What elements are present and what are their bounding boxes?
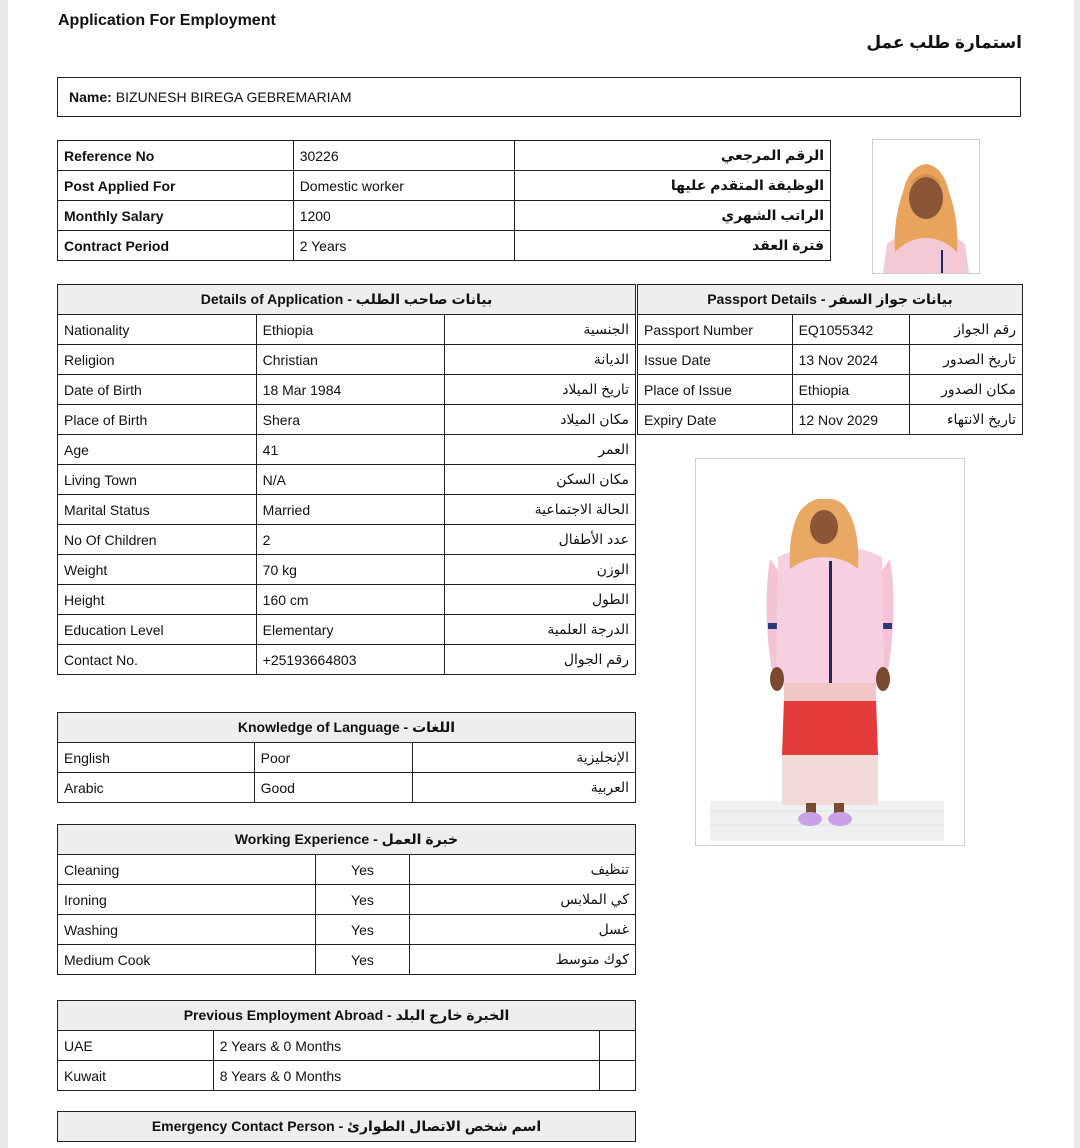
- detail-label-ar: عدد الأطفال: [445, 525, 636, 555]
- experience-section-title: Working Experience - خبرة العمل: [58, 825, 636, 855]
- table-header-row: [638, 285, 1023, 315]
- table-row: [58, 435, 636, 465]
- abroad-duration: 8 Years & 0 Months: [213, 1061, 599, 1091]
- table-row: [58, 465, 636, 495]
- detail-value: 2: [256, 525, 445, 555]
- abroad-duration: 2 Years & 0 Months: [213, 1031, 599, 1061]
- language-name-ar: العربية: [413, 773, 636, 803]
- summary-label-en: Contract Period: [58, 231, 294, 261]
- table-row: [58, 645, 636, 675]
- detail-label-ar: مكان السكن: [445, 465, 636, 495]
- detail-value: N/A: [256, 465, 445, 495]
- table-row: [58, 171, 831, 201]
- language-level: Good: [254, 773, 413, 803]
- passport-value: 12 Nov 2029: [792, 405, 910, 435]
- headshot-image: [873, 140, 979, 273]
- summary-label-ar: الوظيفة المتقدم عليها: [515, 171, 831, 201]
- detail-value: 160 cm: [256, 585, 445, 615]
- table-row: [58, 495, 636, 525]
- detail-label-ar: الوزن: [445, 555, 636, 585]
- detail-label-en: Weight: [58, 555, 257, 585]
- experience-skill-en: Washing: [58, 915, 316, 945]
- summary-label-en: Reference No: [58, 141, 294, 171]
- table-row: [58, 345, 636, 375]
- emergency-table: [57, 1111, 636, 1142]
- detail-label-en: Place of Birth: [58, 405, 257, 435]
- experience-skill-ar: كوك متوسط: [410, 945, 636, 975]
- applicant-name: BIZUNESH BIREGA GEBREMARIAM: [115, 89, 352, 105]
- abroad-country: Kuwait: [58, 1061, 214, 1091]
- summary-label-ar: فترة العقد: [515, 231, 831, 261]
- name-label: Name:: [69, 89, 112, 105]
- detail-label-en: Religion: [58, 345, 257, 375]
- applicant-name-box: [57, 77, 1021, 117]
- summary-label-en: Post Applied For: [58, 171, 294, 201]
- passport-label-en: Issue Date: [638, 345, 793, 375]
- table-row: [58, 141, 831, 171]
- form-title-english: Application For Employment: [58, 12, 276, 29]
- table-header-row: [58, 1112, 636, 1142]
- table-header-row: [58, 713, 636, 743]
- detail-value: +25193664803: [256, 645, 445, 675]
- experience-value: Yes: [315, 945, 410, 975]
- experience-skill-en: Medium Cook: [58, 945, 316, 975]
- table-row: [638, 405, 1023, 435]
- abroad-section-title: Previous Employment Abroad - الخبرة خارج البلد: [58, 1001, 636, 1031]
- table-row: [58, 945, 636, 975]
- passport-section-title: Passport Details - بيانات جواز السفر: [638, 285, 1023, 315]
- table-row: [58, 915, 636, 945]
- detail-label-ar: الحالة الاجتماعية: [445, 495, 636, 525]
- summary-label-en: Monthly Salary: [58, 201, 294, 231]
- table-row: [58, 1031, 636, 1061]
- detail-label-ar: رقم الجوال: [445, 645, 636, 675]
- passport-label-ar: مكان الصدور: [910, 375, 1023, 405]
- table-row: [58, 615, 636, 645]
- experience-skill-ar: غسل: [410, 915, 636, 945]
- detail-value: 41: [256, 435, 445, 465]
- abroad-country: UAE: [58, 1031, 214, 1061]
- detail-label-ar: الطول: [445, 585, 636, 615]
- detail-value: Married: [256, 495, 445, 525]
- details-table: [57, 284, 636, 675]
- passport-value: Ethiopia: [792, 375, 910, 405]
- passport-label-en: Passport Number: [638, 315, 793, 345]
- experience-value: Yes: [315, 855, 410, 885]
- abroad-empty-cell: [600, 1061, 636, 1091]
- detail-label-en: Marital Status: [58, 495, 257, 525]
- passport-label-ar: تاريخ الانتهاء: [910, 405, 1023, 435]
- table-row: [58, 375, 636, 405]
- detail-label-en: Age: [58, 435, 257, 465]
- detail-label-ar: الدرجة العلمية: [445, 615, 636, 645]
- table-header-row: [58, 285, 636, 315]
- table-row: [58, 855, 636, 885]
- summary-table: [57, 140, 831, 261]
- detail-label-ar: تاريخ الميلاد: [445, 375, 636, 405]
- full-body-image: [696, 459, 964, 845]
- detail-value: 18 Mar 1984: [256, 375, 445, 405]
- detail-label-en: Date of Birth: [58, 375, 257, 405]
- detail-value: 70 kg: [256, 555, 445, 585]
- language-name-en: English: [58, 743, 255, 773]
- detail-label-ar: العمر: [445, 435, 636, 465]
- table-row: [638, 315, 1023, 345]
- detail-value: Ethiopia: [256, 315, 445, 345]
- table-row: [638, 345, 1023, 375]
- table-row: [58, 525, 636, 555]
- experience-value: Yes: [315, 915, 410, 945]
- page-edge-left: [0, 0, 8, 1148]
- full-body-photo: [695, 458, 965, 846]
- passport-label-ar: رقم الجواز: [910, 315, 1023, 345]
- passport-label-ar: تاريخ الصدور: [910, 345, 1023, 375]
- table-row: [58, 585, 636, 615]
- experience-skill-ar: كي الملابس: [410, 885, 636, 915]
- language-name-en: Arabic: [58, 773, 255, 803]
- detail-label-en: Contact No.: [58, 645, 257, 675]
- abroad-empty-cell: [600, 1031, 636, 1061]
- summary-value: 30226: [293, 141, 515, 171]
- emergency-section-title: Emergency Contact Person - اسم شخص الاتصال الطوارئ: [58, 1112, 636, 1142]
- language-section-title: Knowledge of Language - اللغات: [58, 713, 636, 743]
- detail-label-ar: الديانة: [445, 345, 636, 375]
- language-name-ar: الإنجليزية: [413, 743, 636, 773]
- table-header-row: [58, 825, 636, 855]
- summary-value: 1200: [293, 201, 515, 231]
- table-row: [58, 555, 636, 585]
- table-row: [58, 201, 831, 231]
- experience-table: [57, 824, 636, 975]
- experience-skill-en: Ironing: [58, 885, 316, 915]
- detail-label-en: Nationality: [58, 315, 257, 345]
- detail-label-en: Education Level: [58, 615, 257, 645]
- table-row: [58, 1061, 636, 1091]
- experience-skill-en: Cleaning: [58, 855, 316, 885]
- table-row: [58, 773, 636, 803]
- passport-label-en: Expiry Date: [638, 405, 793, 435]
- detail-label-en: Living Town: [58, 465, 257, 495]
- summary-value: Domestic worker: [293, 171, 515, 201]
- details-section-title: Details of Application - بيانات صاحب الطلب: [58, 285, 636, 315]
- detail-label-en: No Of Children: [58, 525, 257, 555]
- form-title-arabic: استمارة طلب عمل: [866, 33, 1022, 52]
- table-header-row: [58, 1001, 636, 1031]
- language-level: Poor: [254, 743, 413, 773]
- summary-label-ar: الرقم المرجعي: [515, 141, 831, 171]
- headshot-photo: [872, 139, 980, 274]
- abroad-table: [57, 1000, 636, 1091]
- detail-label-en: Height: [58, 585, 257, 615]
- experience-value: Yes: [315, 885, 410, 915]
- table-row: [58, 885, 636, 915]
- passport-table: [637, 284, 1023, 435]
- detail-label-ar: الجنسية: [445, 315, 636, 345]
- experience-skill-ar: تنظيف: [410, 855, 636, 885]
- language-table: [57, 712, 636, 803]
- table-row: [58, 231, 831, 261]
- summary-value: 2 Years: [293, 231, 515, 261]
- passport-value: EQ1055342: [792, 315, 910, 345]
- detail-value: Shera: [256, 405, 445, 435]
- detail-label-ar: مكان الميلاد: [445, 405, 636, 435]
- passport-value: 13 Nov 2024: [792, 345, 910, 375]
- detail-value: Christian: [256, 345, 445, 375]
- summary-label-ar: الراتب الشهري: [515, 201, 831, 231]
- table-row: [58, 743, 636, 773]
- detail-value: Elementary: [256, 615, 445, 645]
- table-row: [638, 375, 1023, 405]
- table-row: [58, 405, 636, 435]
- page-edge-right: [1074, 0, 1080, 1148]
- table-row: [58, 315, 636, 345]
- passport-label-en: Place of Issue: [638, 375, 793, 405]
